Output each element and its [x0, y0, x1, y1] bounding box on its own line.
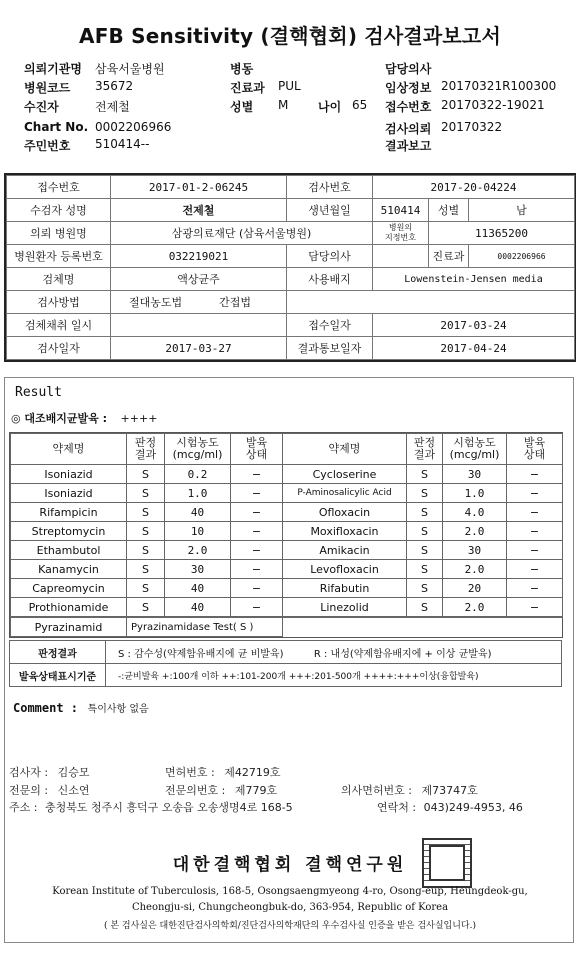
left-judge-cell: S [127, 598, 165, 617]
header-judge-right: 판정 결과 [407, 434, 443, 465]
right-judge-cell: S [407, 465, 443, 484]
right-growth-cell: − [507, 503, 563, 522]
drug-row [11, 541, 563, 560]
right-growth-cell: − [507, 465, 563, 484]
doctor-license-value: 제73747호 [421, 784, 478, 797]
left-growth-cell: − [231, 484, 283, 503]
header-conc-left: 시험농도 (mcg/ml) [165, 434, 231, 465]
right-drug-cell: Linezolid [283, 598, 407, 617]
left-judge-cell: S [127, 579, 165, 598]
left-growth-cell: − [231, 579, 283, 598]
receipt-no-cell: 2017-01-2-06245 [111, 176, 287, 199]
dept-label: 진료과 [429, 245, 469, 268]
age-label: 나이 [318, 100, 342, 114]
collect [111, 314, 287, 337]
official-seal [422, 838, 472, 888]
dob-label: 생년월일 [287, 199, 373, 222]
left-growth-cell: − [231, 522, 283, 541]
doctor-label: 담당의사 [385, 62, 432, 76]
left-conc-cell: 30 [165, 560, 231, 579]
right-judge-cell: S [407, 560, 443, 579]
right-growth-cell: − [507, 598, 563, 617]
hospital-label: 의뢰 병원명 [7, 222, 111, 245]
left-drug-cell: Ethambutol [11, 541, 127, 560]
right-drug-cell: Moxifloxacin [283, 522, 407, 541]
drug-sensitivity-table [9, 432, 563, 638]
left-judge-cell: S [127, 560, 165, 579]
report-title: AFB Sensitivity (결핵협회) 검사결과보고서 [79, 24, 501, 48]
left-conc-cell: 10 [165, 522, 231, 541]
test-date-label: 검사일자 [7, 337, 111, 360]
license-value: 제42719호 [224, 766, 281, 779]
right-judge-cell: S [407, 579, 443, 598]
doctor-license-label: 의사면허번호 : [341, 784, 412, 797]
institute-name-en: Korean Institute of Tuberculosis, 168-5, Osongsaengmyeong 4-ro, Osong-eup, Heungdeok-gu, [52, 886, 528, 897]
report-date: 2017-04-24 [373, 337, 575, 360]
left-judge-cell: S [127, 503, 165, 522]
specialist-label: 전문의 : [9, 784, 49, 797]
phone [377, 799, 523, 815]
method [111, 291, 287, 314]
left-judge-cell: S [127, 465, 165, 484]
specimen: 액상균주 [111, 268, 287, 291]
tester-name: 김승모 [57, 766, 90, 779]
method-label: 검사방법 [7, 291, 111, 314]
right-conc-cell: 2.0 [443, 598, 507, 617]
right-conc-cell: 2.0 [443, 560, 507, 579]
test-no-cell: 2017-20-04224 [373, 176, 575, 199]
method-blank [287, 291, 575, 314]
dob: 510414 [373, 199, 429, 222]
left-conc-cell: 1.0 [165, 484, 231, 503]
dept-value: 0002206966 [469, 245, 575, 268]
header-growth-left: 발육 상태 [231, 434, 283, 465]
address-label: 주소 : [9, 801, 38, 814]
pza-blank [283, 618, 563, 637]
institution-label: 의뢰기관명 [24, 62, 82, 76]
department-value: PUL [278, 79, 301, 93]
drug-row [11, 503, 563, 522]
license-label: 면허번호 : [165, 766, 215, 779]
right-conc-cell: 1.0 [443, 484, 507, 503]
phone-value: 043)249-4953, 46 [423, 801, 523, 814]
report-label: 결과보고 [385, 139, 432, 153]
doctor-license [341, 782, 478, 798]
right-conc-cell: 4.0 [443, 503, 507, 522]
left-growth-cell: − [231, 598, 283, 617]
pza-value: Pyrazinamidase Test( S ) [127, 618, 283, 637]
spec-license-label: 전문의번호 : [165, 784, 226, 797]
judge-r-text: R : 내성(약제함유배지에 + 이상 균발육) [313, 648, 492, 660]
left-judge-cell: S [127, 484, 165, 503]
drug-row [11, 560, 563, 579]
recipient-label: 수진자 [24, 100, 59, 114]
legend-table [9, 640, 561, 687]
reg-no-label: 병원환자 등록번호 [7, 245, 111, 268]
hospital-code-value: 35672 [95, 79, 134, 93]
comment-label: Comment : [13, 701, 79, 715]
left-drug-cell: Prothionamide [11, 598, 127, 617]
specialist [9, 782, 89, 798]
drug-row [11, 465, 563, 484]
specialist-name: 신소연 [57, 784, 90, 797]
right-drug-cell: Rifabutin [283, 579, 407, 598]
right-drug-cell: Cycloserine [283, 465, 407, 484]
right-judge-cell: S [407, 503, 443, 522]
drug-row [11, 484, 563, 503]
comment-text: 특이사항 없음 [87, 704, 149, 715]
institution-value: 삼육서울병원 [95, 62, 165, 76]
right-judge-cell: S [407, 598, 443, 617]
license [165, 764, 280, 780]
right-conc-cell: 30 [443, 465, 507, 484]
hospital-name: 삼광의료재단 (삼육서울병원) [111, 222, 373, 245]
control-growth-value: ++++ [120, 412, 158, 425]
left-conc-cell: 2.0 [165, 541, 231, 560]
pza-name: Pyrazinamid [11, 618, 127, 637]
header-drug-left: 약제명 [11, 434, 127, 465]
left-growth-cell: − [231, 541, 283, 560]
chart-no-value: 0002206966 [95, 120, 172, 134]
left-drug-cell: Isoniazid [11, 465, 127, 484]
left-conc-cell: 40 [165, 579, 231, 598]
right-conc-cell: 2.0 [443, 522, 507, 541]
tester [9, 764, 89, 780]
department-label: 진료과 [230, 81, 265, 95]
left-drug-cell: Isoniazid [11, 484, 127, 503]
address [9, 799, 293, 815]
drug-row [11, 579, 563, 598]
info-sex: 남 [469, 199, 575, 222]
left-drug-cell: Capreomycin [11, 579, 127, 598]
test-date: 2017-03-27 [111, 337, 287, 360]
sex-value: M [278, 98, 289, 112]
request-date-value: 20170322 [441, 120, 503, 134]
test-no-cell-label: 검사번호 [287, 176, 373, 199]
right-drug-cell: Levofloxacin [283, 560, 407, 579]
left-growth-cell: − [231, 465, 283, 484]
left-growth-cell: − [231, 560, 283, 579]
resident-no-value: 510414-- [95, 137, 150, 151]
left-conc-cell: 40 [165, 503, 231, 522]
patient-name-label: 수검자 성명 [7, 199, 111, 222]
right-conc-cell: 20 [443, 579, 507, 598]
request-date-label: 검사의뢰 [385, 122, 432, 136]
comment [13, 700, 149, 715]
header-conc-right: 시험농도 (mcg/ml) [443, 434, 507, 465]
left-drug-cell: Kanamycin [11, 560, 127, 579]
patient-info-table [4, 173, 576, 362]
right-growth-cell: − [507, 541, 563, 560]
receipt-date: 2017-03-24 [373, 314, 575, 337]
tester-label: 검사자 : [9, 766, 49, 779]
info-doctor-label: 담당의사 [287, 245, 373, 268]
left-drug-cell: Streptomycin [11, 522, 127, 541]
info-doctor [373, 245, 429, 268]
specimen-label: 검체명 [7, 268, 111, 291]
control-growth-label: ◎ 대조배지균발육 : [11, 412, 108, 425]
left-drug-cell: Rifampicin [11, 503, 127, 522]
control-growth [11, 410, 157, 426]
info-sex-label: 성별 [429, 199, 469, 222]
sex-label: 성별 [230, 100, 254, 114]
report-date-label: 결과통보일자 [287, 337, 373, 360]
left-judge-cell: S [127, 541, 165, 560]
right-conc-cell: 30 [443, 541, 507, 560]
left-growth-cell: − [231, 503, 283, 522]
institute-address-en: Cheongju-si, Chungcheongbuk-do, 363-954, Republic of Korea [131, 902, 449, 913]
growth-legend: -:균비발육 +:100개 이하 ++:101-200개 +++:201-500개 ++++:+++이상(융합발육) [106, 664, 562, 687]
right-drug-cell: Amikacin [283, 541, 407, 560]
method-indirect: 간접법 [219, 296, 252, 309]
right-growth-cell: − [507, 522, 563, 541]
receipt-no-label: 접수번호 [385, 100, 432, 114]
result-title: Result [15, 385, 62, 400]
medium: Lowenstein-Jensen media [373, 268, 575, 291]
certification-note: ( 본 검사실은 대한진단검사의학회/진단검사의학재단의 우수검사실 인증을 받은 검사실입니다.) [103, 921, 476, 931]
address-value: 충청북도 청주시 흥덕구 오송읍 오송생명4로 168-5 [44, 801, 293, 814]
clinical-info-label: 임상정보 [385, 81, 432, 95]
judge-legend-label: 판정결과 [10, 641, 106, 664]
hospital-code-cell-label: 병원의 지정번호 [373, 222, 429, 245]
right-drug-cell: P-Aminosalicylic Acid [283, 484, 407, 503]
clinical-info-value: 20170321R100300 [441, 79, 557, 93]
left-conc-cell: 40 [165, 598, 231, 617]
hospital-code-label: 병원코드 [24, 81, 71, 95]
institute-name-ko: 대한결핵협회 결핵연구원 [172, 855, 408, 875]
judge-legend [106, 641, 562, 664]
chart-no-label: Chart No. [24, 120, 89, 134]
reg-no: 032219021 [111, 245, 287, 268]
collect-label: 검체채취 일시 [7, 314, 111, 337]
drug-row [11, 598, 563, 617]
header-growth-right: 발육 상태 [507, 434, 563, 465]
spec-license-value: 제779호 [234, 784, 278, 797]
right-growth-cell: − [507, 579, 563, 598]
method-absolute: 절대농도법 [129, 296, 183, 309]
right-growth-cell: − [507, 560, 563, 579]
drug-row [11, 522, 563, 541]
header-drug-right: 약제명 [283, 434, 407, 465]
medium-label: 사용배지 [287, 268, 373, 291]
header-judge-left: 판정 결과 [127, 434, 165, 465]
right-drug-cell: Ofloxacin [283, 503, 407, 522]
left-judge-cell: S [127, 522, 165, 541]
receipt-no-value: 20170322-19021 [441, 98, 545, 112]
recipient-value: 전제철 [95, 100, 130, 114]
phone-label: 연락처 : [377, 801, 417, 814]
right-growth-cell: − [507, 484, 563, 503]
age-value: 65 [352, 98, 368, 112]
ward-label: 병동 [230, 62, 254, 76]
right-judge-cell: S [407, 484, 443, 503]
patient-name: 전제철 [111, 199, 287, 222]
receipt-date-label: 접수일자 [287, 314, 373, 337]
resident-no-label: 주민번호 [24, 139, 71, 153]
right-judge-cell: S [407, 522, 443, 541]
spec-license [165, 782, 277, 798]
growth-legend-label: 발육상태표시기준 [10, 664, 106, 687]
hospital-code-cell: 11365200 [429, 222, 575, 245]
receipt-no-cell-label: 접수번호 [7, 176, 111, 199]
right-judge-cell: S [407, 541, 443, 560]
judge-s-text: S : 감수성(약제함유배지에 균 비발육) [118, 648, 284, 660]
left-conc-cell: 0.2 [165, 465, 231, 484]
